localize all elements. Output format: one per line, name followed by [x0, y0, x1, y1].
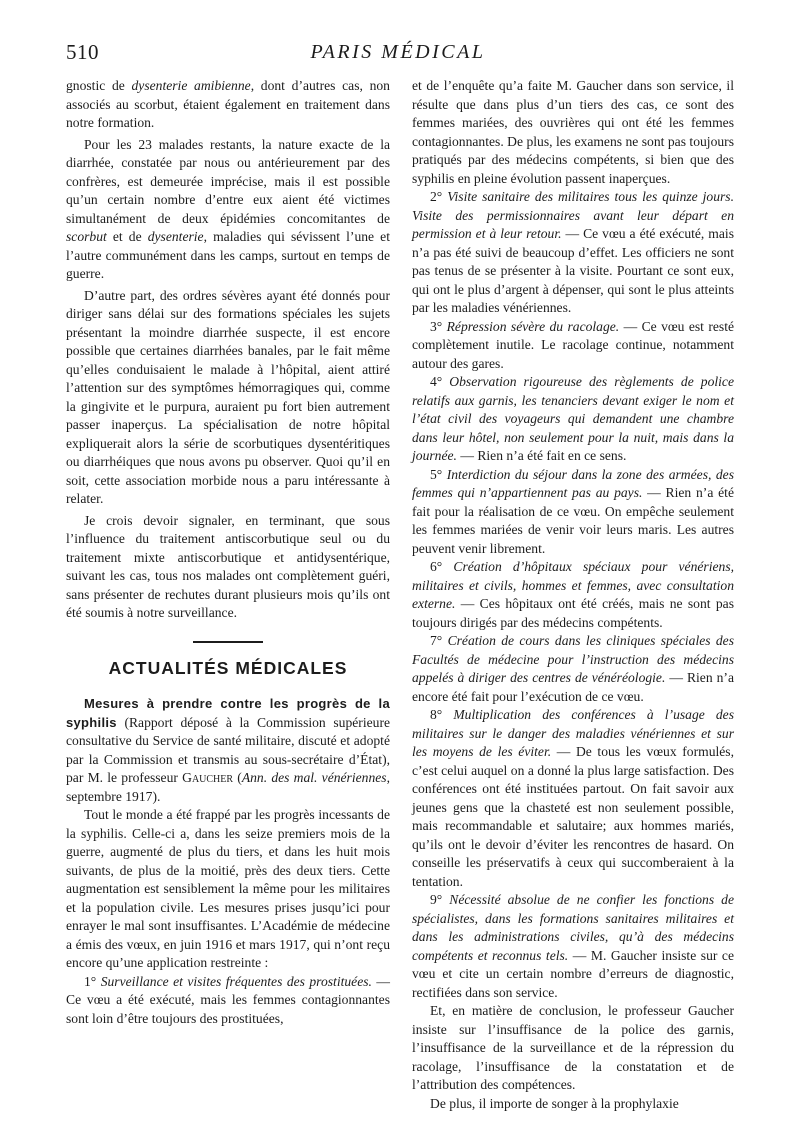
journal-title: PARIS MÉDICAL [310, 41, 486, 63]
right-column [412, 77, 734, 1113]
page-header [66, 40, 730, 72]
list-item: 2° Visite sanitaire des militaires tous les quinze jours. Visite des permissionnaires avant leur départ en permission et à leur retour. — Ce vœu a été exécuté, mais n’a pas été suivi de beaucoup d’effet. Les officiers ne sont pas tenus de se présenter à la visite. Pourtant ce sont eux, qui ont le plus d’argent à dépenser, qui sont le plus atteints par les maladies vénériennes. [412, 189, 734, 315]
list-item: 8° Multiplication des conférences à l’usage des militaires sur le danger des maladies vénériennes et sur les moyens de les éviter. — De tous les vœux formulés, c’est celui auquel on a donné la plus large satisfaction. Des conférences ont été instituées partout. On fait savoir aux jeunes gens que la chasteté est non seulement possible, mais recommandable et salutaire; aux hommes mariés, qu’ils ont le devoir d’éviter les rencontres de hasard. On conseille les préservatifs à ceux qui succomberaient à la tentation. [412, 707, 734, 889]
section-divider [193, 641, 263, 643]
paragraph: et de l’enquête qu’a faite M. Gaucher dans son service, il résulte que dans plus d’un tiers des cas, ce sont des femmes mariées, des ouvrières qui ont été les femmes contagionnantes. De plus, les examens ne sont pas toujours pratiqués par des médecins compétents, si bien que des syphilis en pleine évolution passent inaperçues. [412, 78, 734, 186]
list-item: 6° Création d’hôpitaux spéciaux pour vénériens, militaires et civils, hommes et femmes, avec consultation externe. — Ces hôpitaux ont été créés, mais ne sont pas toujours dirigés par des médecins compétents. [412, 559, 735, 630]
paragraph: Et, en matière de conclusion, le professeur Gaucher insiste sur l’insuffisance de la police des garnis, l’insuffisance de la surveillance et de la répression du racolage, l’insuffisance de la constatation et de l’attribution des compétences. [412, 1003, 734, 1092]
list-item: 3° Répression sévère du racolage. — Ce vœu est resté complètement inutile. Le racolage continue, notamment autour des gares. [412, 318, 735, 371]
author-name: Gaucher [182, 770, 234, 785]
list-item: 7° Création de cours dans les cliniques spéciales des Facultés de médecine pour l’instruction des médecins appelés à diriger des centres de vénéréologie. — Rien n’a encore été fait pour l’exécution de ce vœu. [412, 633, 734, 704]
article-title: Mesures à prendre contre les progrès de la syphilis [66, 696, 390, 730]
article-heading: Mesures à prendre contre les progrès de la syphilis (Rapport déposé à la Commission supérieure consultative du Service de santé militaire, discuté et adopté par la Commission et transmis au sous-secrétaire d’État), par M. le professeur Gaucher (Ann. des mal. vénériennes, septembre 1917). [66, 696, 390, 804]
list-item: 1° Surveillance et visites fréquentes des prostituées. — Ce vœu a été exécuté, mais les femmes contagionnantes sont loin d’être toujours des prostituées, [66, 973, 390, 1026]
paragraph: gnostic de dysenterie amibienne, dont d’autres cas, non associés au scorbut, étaient également en traitement dans notre formation. [66, 78, 390, 130]
section-title: ACTUALITÉS MÉDICALES [108, 657, 348, 678]
paragraph: D’autre part, des ordres sévères ayant été donnés pour diriger sans délai sur des formations spéciales les sujets présentant la moindre diarrhée suspecte, il est encore possible que certaines diarrhées banales, par le fait même qu’elles conduisaient le malade à l’hôpital, aient attiré l’attention sur des symptômes hémorragiques qui, comme la gingivite et le purpura, auraient pu fort bien autrement passer inaperçus. La spécialisation de notre hôpital expliquerait alors la série de scorbutiques dysentéritiques ou diarrhéiques que nous avons pu observer. Quoi qu’il en soit, cette association morbide nous a paru intéressante à relater. [66, 287, 390, 506]
page-number: 510 [66, 40, 99, 64]
paragraph: Je crois devoir signaler, en terminant, que sous l’influence du traitement antiscorbutique seul ou du traitement mixte antiscorbutique et antidysentérique, suivant les cas, tous nos malades ont complètement guéri, sans présenter de rechutes durant plusieurs mois qu’ils ont été soumis à notre surveillance. [66, 512, 390, 620]
paragraph: Pour les 23 malades restants, la nature exacte de la diarrhée, constatée par nous ou antérieurement par des confrères, est demeurée imprécise, mais il est possible qu’un certain nombre d’entre eux aient été victimes simultanément de deux épidémies concomitantes de scorbut et de dysenterie, maladies qui sévissent l’une et l’autre communément dans les camps, surtout en temps de guerre. [66, 136, 390, 281]
list-item: 9° Nécessité absolue de ne confier les fonctions de spécialistes, dans les formations sanitaires militaires et dans les administrations civiles, qu’à des médecins compétents et reconnus tels. — M. Gaucher insiste sur ce vœu et cite un certain nombre d’erreurs de diagnostic, rectifiées dans son service. [412, 892, 734, 1000]
list-item: 5° Interdiction du séjour dans la zone des armées, des femmes qui n’appartiennent pas au pays. — Rien n’a été fait pour la réalisation de ce vœu. On empêche seulement les femmes mariées de venir voir leurs maris. Les autres peuvent venir librement. [412, 466, 734, 556]
paragraph: De plus, il importe de songer à la prophylaxie [430, 1095, 679, 1111]
left-column [66, 77, 390, 1028]
paragraph: Tout le monde a été frappé par les progrès incessants de la syphilis. Celle-ci a, dans les seize premiers mois de la guerre, augmenté de plus du tiers, et dans les huit mois suivants, de plus de la moitié, près des deux tiers. Cette augmentation est sensiblement la même pour les militaires et la population civile. Les mesures prises jusqu’ici pour enrayer le mal sont insuffisantes. L’Académie de médecine a émis des vœux, en juin 1916 et mars 1917, qui n’ont reçu encore qu’une application restreinte : [66, 807, 390, 970]
list-item: 4° Observation rigoureuse des règlements de police relatifs aux garnis, les tenanciers devant exiger le nom et l’état civil des voyageurs qui demandent une chambre dans leur hôtel, non seulement pour la nuit, mais dans la journée. — Rien n’a été fait en ce sens. [412, 374, 734, 463]
